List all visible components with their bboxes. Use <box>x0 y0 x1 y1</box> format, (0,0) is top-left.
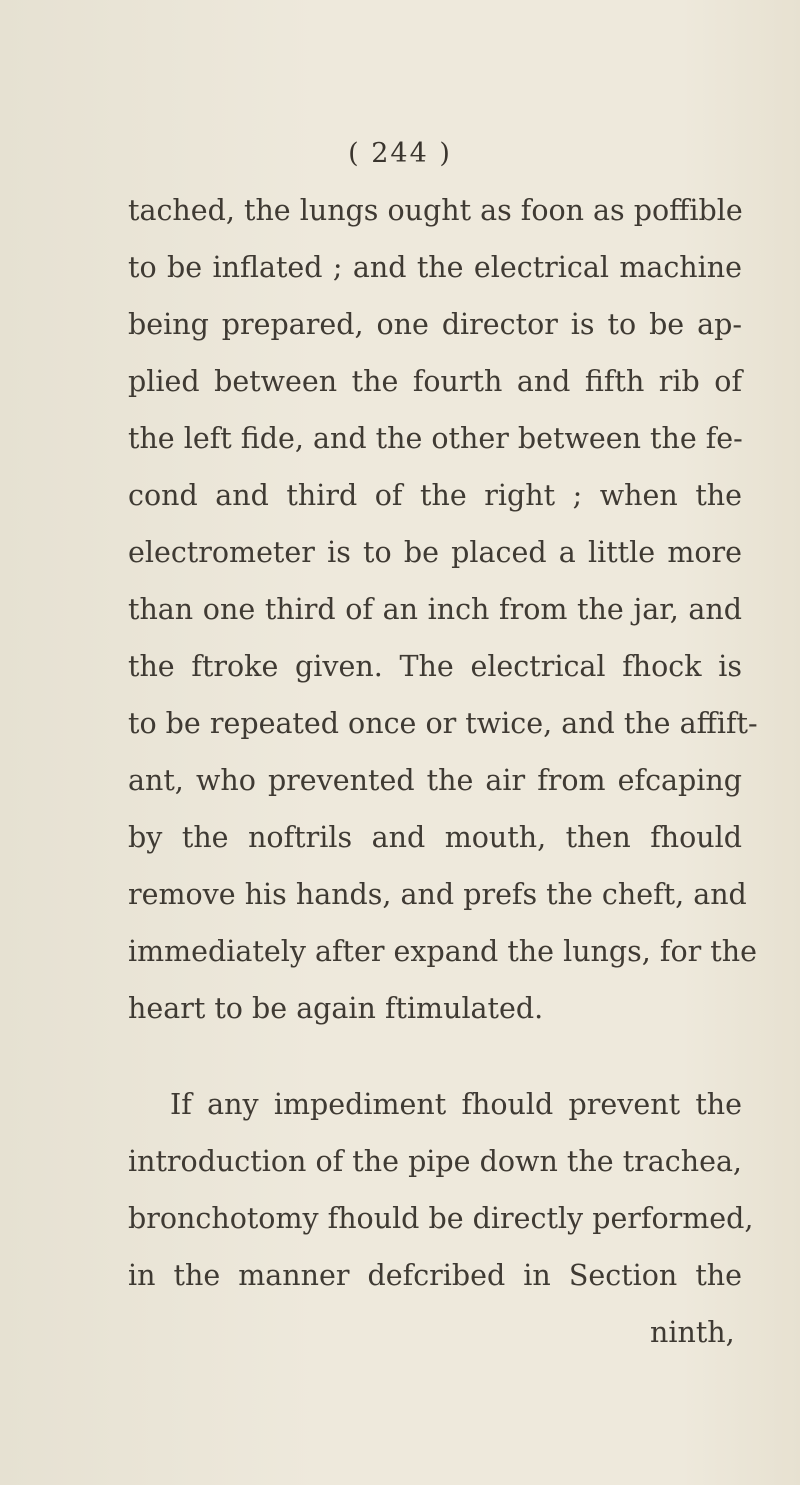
text-line: ant, who prevented the air from efcaping <box>128 764 742 797</box>
text-line: immediately after expand the lungs, for the <box>128 935 757 968</box>
text-line: being prepared, one director is to be ap- <box>128 308 742 341</box>
text-line: bronchotomy fhould be directly performed, <box>128 1202 754 1235</box>
text-line: remove his hands, and prefs the cheft, and <box>128 878 747 911</box>
text-line: the ftroke given. The electrical fhock is <box>128 650 742 683</box>
text-line: than one third of an inch from the jar, and <box>128 593 742 626</box>
text-line: to be inflated ; and the electrical machine <box>128 251 742 284</box>
text-line: by the noftrils and mouth, then fhould <box>128 821 742 854</box>
catchword: ninth, <box>650 1316 735 1349</box>
text-line: to be repeated once or twice, and the affift- <box>128 707 758 740</box>
text-line: electrometer is to be placed a little more <box>128 536 742 569</box>
text-line: If any impediment fhould prevent the <box>170 1088 742 1121</box>
text-line: in the manner defcribed in Section the <box>128 1259 742 1292</box>
text-line: cond and third of the right ; when the <box>128 479 742 512</box>
text-line: introduction of the pipe down the trachea, <box>128 1145 742 1178</box>
page-number-header: ( 244 ) <box>348 138 452 169</box>
text-line: heart to be again ftimulated. <box>128 992 544 1025</box>
text-line: the left fide, and the other between the fe- <box>128 422 743 455</box>
text-line: plied between the fourth and fifth rib of <box>128 365 742 398</box>
text-line: tached, the lungs ought as foon as poffible <box>128 194 743 227</box>
